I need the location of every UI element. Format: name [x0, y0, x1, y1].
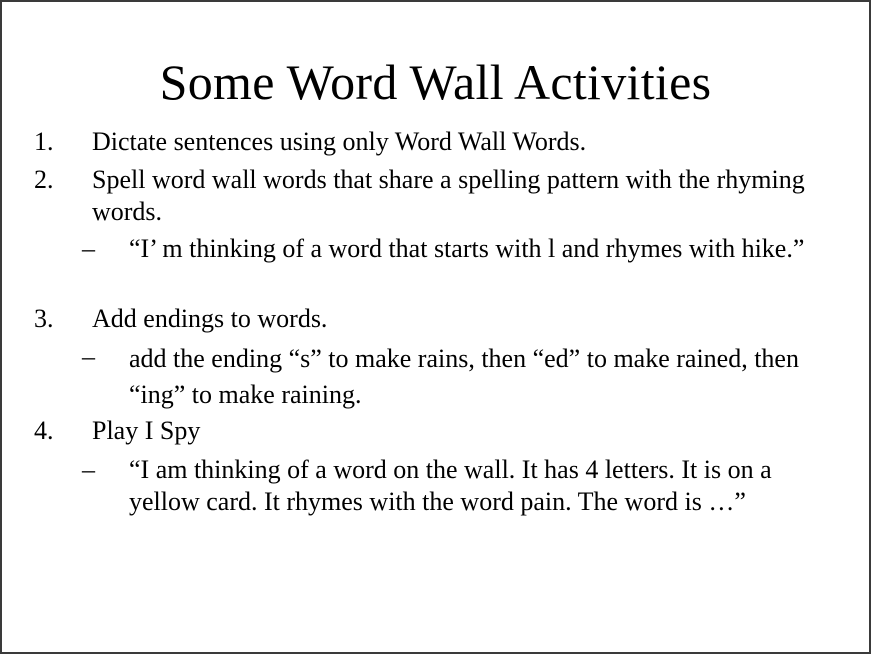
item-text: Play I Spy: [92, 416, 201, 445]
sub-item-dash: –: [82, 234, 95, 263]
sub-item-text: add the ending “s” to make rains, then “ed” to make rained, then “ing” to make raining.: [129, 344, 799, 409]
item-number: 2.: [34, 165, 54, 194]
item-text: Add endings to words.: [92, 304, 328, 333]
slide-title: Some Word Wall Activities: [159, 54, 712, 110]
sub-item-text: “I’ m thinking of a word that starts with l and rhymes with hike.”: [129, 234, 805, 263]
sub-item-dash: –: [82, 455, 95, 484]
item-number: 1.: [34, 127, 54, 156]
item-text: Spell word wall words that share a spelling pattern with the rhyming words.: [92, 165, 805, 226]
item-number: 3.: [34, 304, 54, 333]
item-number: 4.: [34, 416, 54, 445]
sub-item-dash: –: [82, 342, 95, 371]
sub-item-text: “I am thinking of a word on the wall. It has 4 letters. It is on a yellow card. It rhymes with the word pain. The word is …”: [129, 455, 772, 516]
item-text: Dictate sentences using only Word Wall Words.: [92, 127, 587, 156]
